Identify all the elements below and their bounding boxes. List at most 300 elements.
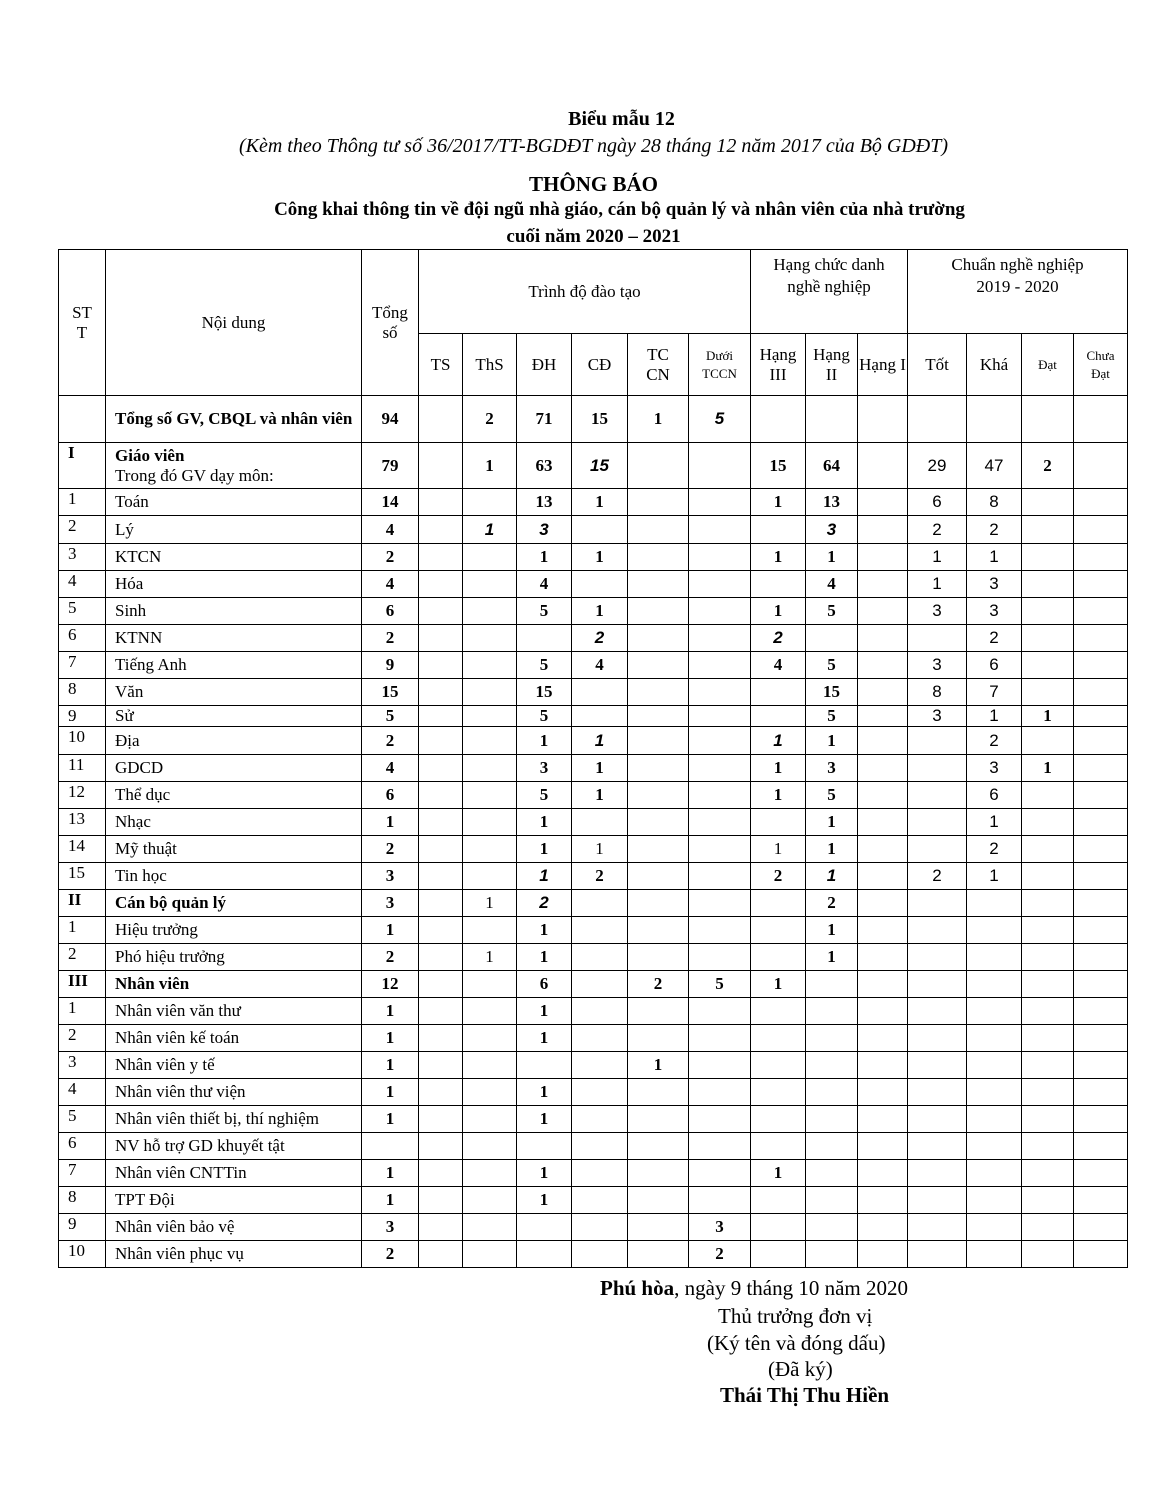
table-cell xyxy=(1022,890,1074,917)
table-cell xyxy=(628,1133,689,1160)
signature-place: Phú hòa xyxy=(600,1276,675,1300)
table-cell xyxy=(858,1106,908,1133)
row-stt: 10 xyxy=(59,1241,106,1268)
table-cell xyxy=(1074,1241,1128,1268)
row-name-note: Trong đó GV dạy môn: xyxy=(115,465,274,485)
table-cell xyxy=(689,1133,751,1160)
table-cell xyxy=(1022,516,1074,544)
table-cell xyxy=(628,755,689,782)
table-cell: 1 xyxy=(806,917,858,944)
table-cell xyxy=(1022,489,1074,516)
table-cell: 2 xyxy=(362,944,419,971)
table-cell xyxy=(1022,1241,1074,1268)
table-cell xyxy=(1074,1025,1128,1052)
table-cell xyxy=(806,1079,858,1106)
row-stt: I xyxy=(59,443,106,489)
table-row xyxy=(59,571,1128,598)
table-cell: 94 xyxy=(362,396,419,443)
row-content: Nhân viên bảo vệ xyxy=(106,1214,362,1241)
table-cell xyxy=(628,944,689,971)
table-cell: 1 xyxy=(806,944,858,971)
table-cell: 3 xyxy=(908,706,967,727)
table-cell: 1 xyxy=(1022,755,1074,782)
table-row xyxy=(59,755,1128,782)
table-cell xyxy=(1022,782,1074,809)
table-cell xyxy=(628,836,689,863)
table-cell: 1 xyxy=(362,1160,419,1187)
table-cell: 1 xyxy=(628,1052,689,1079)
table-cell: 15 xyxy=(806,679,858,706)
table-cell xyxy=(419,836,463,863)
table-cell xyxy=(463,917,517,944)
table-cell: 15 xyxy=(751,443,806,489)
table-cell xyxy=(628,1079,689,1106)
table-cell xyxy=(628,1214,689,1241)
table-cell xyxy=(1074,1133,1128,1160)
table-cell: 1 xyxy=(908,571,967,598)
table-cell xyxy=(858,1079,908,1106)
table-row xyxy=(59,1214,1128,1241)
table-cell: 5 xyxy=(362,706,419,727)
table-cell: 1 xyxy=(517,1160,572,1187)
table-row xyxy=(59,443,1128,489)
table-cell xyxy=(628,1160,689,1187)
table-cell xyxy=(463,836,517,863)
row-stt: III xyxy=(59,971,106,998)
row-stt: 10 xyxy=(59,727,106,755)
table-cell xyxy=(858,1133,908,1160)
table-cell xyxy=(751,944,806,971)
signer-name: Thái Thị Thu Hiền xyxy=(720,1383,890,1407)
table-cell xyxy=(751,1052,806,1079)
table-row xyxy=(59,1025,1128,1052)
table-row xyxy=(59,1241,1128,1268)
document-title: THÔNG BÁO xyxy=(529,172,658,196)
table-cell xyxy=(806,1133,858,1160)
table-cell xyxy=(967,396,1022,443)
table-cell xyxy=(751,890,806,917)
row-content: Nhân viên kế toán xyxy=(106,1025,362,1052)
table-row xyxy=(59,944,1128,971)
table-cell xyxy=(463,1133,517,1160)
table-cell: 1 xyxy=(362,1187,419,1214)
table-row xyxy=(59,782,1128,809)
table-cell xyxy=(908,998,967,1025)
table-cell xyxy=(419,782,463,809)
row-stt: 2 xyxy=(59,516,106,544)
row-stt: 7 xyxy=(59,1160,106,1187)
table-cell xyxy=(628,917,689,944)
table-cell xyxy=(967,1106,1022,1133)
table-cell xyxy=(1022,1052,1074,1079)
table-cell xyxy=(572,917,628,944)
table-cell xyxy=(858,863,908,890)
table-cell xyxy=(463,1214,517,1241)
table-cell xyxy=(1074,1106,1128,1133)
table-cell xyxy=(362,1133,419,1160)
table-cell xyxy=(751,1214,806,1241)
table-cell xyxy=(806,625,858,652)
table-cell: 5 xyxy=(806,706,858,727)
table-cell: 1 xyxy=(463,516,517,544)
table-cell xyxy=(517,1241,572,1268)
table-cell xyxy=(858,1052,908,1079)
table-cell: 15 xyxy=(517,679,572,706)
table-cell xyxy=(967,917,1022,944)
table-cell xyxy=(689,652,751,679)
table-cell xyxy=(1022,598,1074,625)
row-stt: 8 xyxy=(59,1187,106,1214)
table-cell xyxy=(1022,625,1074,652)
table-cell: 1 xyxy=(517,1187,572,1214)
table-cell xyxy=(463,998,517,1025)
table-cell: 1 xyxy=(362,1052,419,1079)
row-content: Nhân viên y tế xyxy=(106,1052,362,1079)
table-cell xyxy=(908,971,967,998)
table-cell xyxy=(689,443,751,489)
table-cell xyxy=(858,652,908,679)
table-cell xyxy=(1022,917,1074,944)
table-cell xyxy=(858,809,908,836)
row-content: Sử xyxy=(106,706,362,727)
table-cell xyxy=(1074,755,1128,782)
table-cell xyxy=(1022,1106,1074,1133)
table-cell xyxy=(1022,1214,1074,1241)
table-cell: 13 xyxy=(806,489,858,516)
header-tot: Tốt xyxy=(908,334,967,396)
table-cell xyxy=(463,1106,517,1133)
table-cell xyxy=(908,1025,967,1052)
table-cell: 2 xyxy=(967,727,1022,755)
table-cell xyxy=(751,1241,806,1268)
table-cell xyxy=(419,755,463,782)
table-cell xyxy=(858,706,908,727)
table-cell xyxy=(1074,836,1128,863)
table-cell: 15 xyxy=(572,396,628,443)
table-cell xyxy=(419,917,463,944)
table-cell xyxy=(1074,652,1128,679)
table-cell xyxy=(751,679,806,706)
table-cell xyxy=(908,944,967,971)
header-hang-i: Hạng I xyxy=(858,334,908,396)
table-cell xyxy=(463,598,517,625)
row-stt: 8 xyxy=(59,679,106,706)
table-cell xyxy=(967,1025,1022,1052)
table-row xyxy=(59,863,1128,890)
signature-signed: (Đã ký) xyxy=(768,1357,833,1381)
table-cell xyxy=(1074,1214,1128,1241)
document-subtitle: Công khai thông tin về đội ngũ nhà giáo, cán bộ quản lý và nhân viên của nhà trường xyxy=(274,199,965,220)
table-cell: 2 xyxy=(463,396,517,443)
table-cell: 1 xyxy=(751,1160,806,1187)
table-cell: 5 xyxy=(517,782,572,809)
table-cell xyxy=(419,1052,463,1079)
table-cell xyxy=(463,809,517,836)
table-cell xyxy=(689,1052,751,1079)
table-cell xyxy=(419,443,463,489)
row-content: TPT Đội xyxy=(106,1187,362,1214)
table-cell: 2 xyxy=(1022,443,1074,489)
row-stt: 1 xyxy=(59,917,106,944)
table-cell: 1 xyxy=(806,863,858,890)
table-cell xyxy=(1022,809,1074,836)
table-cell: 2 xyxy=(806,890,858,917)
row-content: Tin học xyxy=(106,863,362,890)
table-row xyxy=(59,1079,1128,1106)
table-cell xyxy=(967,944,1022,971)
table-cell xyxy=(419,971,463,998)
row-stt: 2 xyxy=(59,944,106,971)
header-dat: Đạt xyxy=(1022,334,1074,396)
row-content: Nhạc xyxy=(106,809,362,836)
table-cell xyxy=(689,1160,751,1187)
table-cell xyxy=(967,998,1022,1025)
table-cell: 2 xyxy=(362,836,419,863)
table-cell xyxy=(572,571,628,598)
table-cell xyxy=(858,625,908,652)
table-cell xyxy=(967,1160,1022,1187)
row-stt: 1 xyxy=(59,489,106,516)
table-cell xyxy=(572,998,628,1025)
table-cell xyxy=(689,679,751,706)
row-content: Nhân viên CNTTin xyxy=(106,1160,362,1187)
table-cell: 1 xyxy=(751,755,806,782)
table-cell xyxy=(628,1025,689,1052)
table-cell xyxy=(628,1187,689,1214)
table-cell xyxy=(1074,782,1128,809)
table-cell: 1 xyxy=(967,809,1022,836)
row-stt: 9 xyxy=(59,706,106,727)
table-cell xyxy=(628,443,689,489)
circular-reference: (Kèm theo Thông tư số 36/2017/TT-BGDĐT ngày 28 tháng 12 năm 2017 của Bộ GDĐT) xyxy=(238,135,949,157)
table-cell xyxy=(689,1079,751,1106)
header-content: Nội dung xyxy=(106,250,362,396)
table-row xyxy=(59,1106,1128,1133)
table-cell xyxy=(628,598,689,625)
table-cell xyxy=(463,625,517,652)
table-cell xyxy=(419,1025,463,1052)
table-cell xyxy=(572,679,628,706)
table-cell: 1 xyxy=(967,863,1022,890)
table-cell xyxy=(572,809,628,836)
row-content: Phó hiệu trưởng xyxy=(106,944,362,971)
table-cell xyxy=(689,1187,751,1214)
table-cell: 1 xyxy=(751,782,806,809)
table-cell xyxy=(419,890,463,917)
table-cell xyxy=(572,1106,628,1133)
row-stt: 12 xyxy=(59,782,106,809)
table-cell xyxy=(463,571,517,598)
table-cell xyxy=(689,489,751,516)
table-cell: 3 xyxy=(517,755,572,782)
row-content: Nhân viên xyxy=(106,971,362,998)
table-cell xyxy=(689,836,751,863)
table-cell xyxy=(908,1214,967,1241)
table-cell xyxy=(628,706,689,727)
row-content: Nhân viên thư viện xyxy=(106,1079,362,1106)
table-cell xyxy=(751,1106,806,1133)
row-content: Toán xyxy=(106,489,362,516)
table-cell xyxy=(419,571,463,598)
table-cell: 9 xyxy=(362,652,419,679)
table-row xyxy=(59,544,1128,571)
table-cell xyxy=(806,1214,858,1241)
table-cell xyxy=(689,809,751,836)
header-dh: ĐH xyxy=(517,334,572,396)
table-cell xyxy=(806,1241,858,1268)
table-cell xyxy=(1074,971,1128,998)
table-cell xyxy=(1074,1187,1128,1214)
row-stt: 3 xyxy=(59,1052,106,1079)
row-stt: 9 xyxy=(59,1214,106,1241)
form-label: Biểu mẫu 12 xyxy=(568,108,675,130)
row-content: Lý xyxy=(106,516,362,544)
table-cell xyxy=(419,1241,463,1268)
table-cell xyxy=(1022,571,1074,598)
table-row xyxy=(59,706,1128,727)
table-cell xyxy=(1022,971,1074,998)
table-cell xyxy=(1022,944,1074,971)
table-cell xyxy=(858,782,908,809)
table-cell xyxy=(908,625,967,652)
table-cell xyxy=(858,1025,908,1052)
table-cell: 3 xyxy=(689,1214,751,1241)
table-cell xyxy=(858,917,908,944)
table-row xyxy=(59,998,1128,1025)
row-content: NV hỗ trợ GD khuyết tật xyxy=(106,1133,362,1160)
table-cell: 1 xyxy=(362,809,419,836)
table-cell: 1 xyxy=(1022,706,1074,727)
row-stt: II xyxy=(59,890,106,917)
table-cell: 5 xyxy=(689,396,751,443)
table-cell xyxy=(463,755,517,782)
table-cell xyxy=(628,809,689,836)
table-cell xyxy=(1074,396,1128,443)
table-cell xyxy=(689,516,751,544)
table-cell xyxy=(1074,598,1128,625)
table-cell xyxy=(463,863,517,890)
table-cell xyxy=(967,1241,1022,1268)
row-stt: 2 xyxy=(59,1025,106,1052)
table-cell: 6 xyxy=(967,652,1022,679)
signature-date-text: , ngày 9 tháng 10 năm 2020 xyxy=(674,1276,909,1300)
table-cell: 13 xyxy=(517,489,572,516)
table-cell xyxy=(572,1241,628,1268)
table-cell xyxy=(1074,516,1128,544)
table-cell: 1 xyxy=(572,755,628,782)
table-cell xyxy=(967,1079,1022,1106)
table-cell: 1 xyxy=(517,1106,572,1133)
table-cell: 2 xyxy=(628,971,689,998)
row-content: Nhân viên văn thư xyxy=(106,998,362,1025)
table-cell: 63 xyxy=(517,443,572,489)
row-content: Sinh xyxy=(106,598,362,625)
table-cell xyxy=(689,1106,751,1133)
table-cell: 2 xyxy=(689,1241,751,1268)
row-content: KTNN xyxy=(106,625,362,652)
table-cell: 1 xyxy=(362,1106,419,1133)
table-cell: 1 xyxy=(517,1079,572,1106)
table-cell: 1 xyxy=(362,998,419,1025)
table-cell: 3 xyxy=(517,516,572,544)
table-cell xyxy=(908,1133,967,1160)
table-cell xyxy=(572,971,628,998)
table-cell xyxy=(463,544,517,571)
table-cell: 1 xyxy=(362,917,419,944)
table-cell xyxy=(908,727,967,755)
table-cell: 15 xyxy=(572,443,628,489)
table-cell: 3 xyxy=(806,755,858,782)
table-cell: 2 xyxy=(908,863,967,890)
table-cell: 6 xyxy=(908,489,967,516)
table-cell: 3 xyxy=(362,890,419,917)
table-cell xyxy=(689,755,751,782)
table-cell: 12 xyxy=(362,971,419,998)
table-cell: 8 xyxy=(967,489,1022,516)
table-cell xyxy=(419,706,463,727)
table-cell xyxy=(858,1214,908,1241)
row-stt: 3 xyxy=(59,544,106,571)
table-cell: 3 xyxy=(362,863,419,890)
table-cell xyxy=(463,727,517,755)
table-cell xyxy=(858,544,908,571)
table-cell: 2 xyxy=(362,727,419,755)
header-hang-ii: Hạng II xyxy=(806,334,858,396)
table-cell xyxy=(628,489,689,516)
header-hang-iii: Hạng III xyxy=(751,334,806,396)
row-stt: 11 xyxy=(59,755,106,782)
table-cell: 1 xyxy=(806,809,858,836)
table-cell xyxy=(908,1187,967,1214)
table-cell xyxy=(689,571,751,598)
row-stt: 7 xyxy=(59,652,106,679)
table-cell xyxy=(908,396,967,443)
table-cell: 1 xyxy=(751,971,806,998)
table-cell: 4 xyxy=(362,516,419,544)
row-content: Địa xyxy=(106,727,362,755)
table-cell xyxy=(628,544,689,571)
table-row xyxy=(59,1160,1128,1187)
table-cell xyxy=(858,836,908,863)
table-cell xyxy=(463,1241,517,1268)
table-cell xyxy=(419,1079,463,1106)
table-cell: 4 xyxy=(362,571,419,598)
table-cell xyxy=(908,1106,967,1133)
table-row xyxy=(59,727,1128,755)
row-content: Hóa xyxy=(106,571,362,598)
table-cell xyxy=(858,1241,908,1268)
table-cell: 1 xyxy=(806,544,858,571)
table-cell: 1 xyxy=(751,489,806,516)
table-cell: 2 xyxy=(967,516,1022,544)
table-cell xyxy=(806,998,858,1025)
table-cell xyxy=(806,1025,858,1052)
table-cell xyxy=(1074,917,1128,944)
table-cell xyxy=(908,1079,967,1106)
table-cell xyxy=(858,998,908,1025)
table-cell xyxy=(689,782,751,809)
table-cell xyxy=(463,1079,517,1106)
table-cell: 1 xyxy=(572,489,628,516)
table-cell xyxy=(419,1133,463,1160)
row-content: Thể dục xyxy=(106,782,362,809)
table-row xyxy=(59,890,1128,917)
table-cell xyxy=(1022,1187,1074,1214)
table-cell xyxy=(689,998,751,1025)
table-row xyxy=(59,679,1128,706)
header-training-level: Trình độ đào tạo xyxy=(419,250,751,334)
table-cell xyxy=(1074,489,1128,516)
